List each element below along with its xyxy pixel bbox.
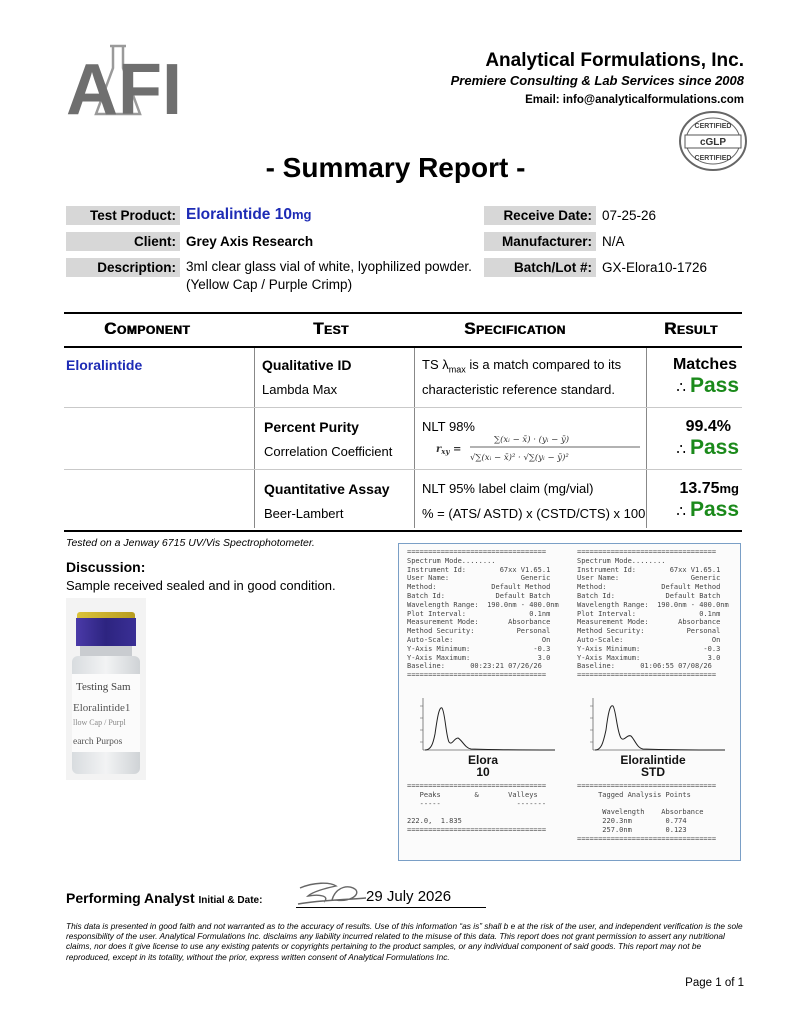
vial-label-line3: llow Cap / Purpl: [73, 718, 126, 727]
row2-spec: NLT 98%: [422, 419, 475, 434]
batch-label: Batch/Lot #:: [484, 258, 596, 277]
manufacturer-label: Manufacturer:: [484, 232, 596, 251]
analyst-date: 29 July 2026: [366, 888, 452, 905]
table-bottom-rule: [64, 530, 742, 532]
row3-spec-line2: % = (ATS/ ASTD) x (CSTD/CTS) x 100: [422, 506, 646, 521]
vial-label-line4: earch Purpos: [73, 737, 123, 747]
col-divider-1: [254, 348, 255, 528]
correlation-coefficient-formula: [436, 430, 642, 466]
therefore-icon: ∴: [676, 379, 686, 396]
spectro-right-params: ================================= Spectrum Mode........ Instrument Id: 67xx V1.65.1 User Name: Generic Method: Default Method Batch Id: Default Batch Wavelength Range: 190.0nm - 400.0nm Plot Interval: 0.1nm Measurement Mode: Absorbance Method Security: Personal Auto-Scale: On Y-Axis Minimum: -0.3 Y-Axis Maximum: 3.0 Baseline: 01:06:55 07/08/26 =================================: [577, 548, 729, 680]
row1-test: Qualitative ID: [262, 357, 352, 373]
performing-analyst-label: Performing Analyst Initial & Date:: [66, 890, 263, 906]
report-title: - Summary Report -: [265, 152, 526, 183]
logo-text: AFI: [66, 50, 182, 118]
svg-text:rxy =: $r_{xy}$ =: [436, 444, 462, 456]
component-name: Eloralintide: [66, 357, 143, 373]
row1-spec-line2: characteristic reference standard.: [422, 382, 615, 397]
row1-method: Lambda Max: [262, 382, 338, 397]
row2-result: 99.4%: [685, 418, 731, 435]
seal-mid-text: cGLP: [699, 137, 727, 148]
seal-top-text: CERTIFIED: [694, 123, 732, 130]
row-divider-1: [64, 407, 742, 408]
col-divider-3: [646, 348, 647, 528]
discussion-heading: Discussion:: [66, 559, 146, 575]
spectro-tagged-points: ================================= Tagged Analysis Points Wavelength Absorbance 220.3nm 0.774 257.0nm 0.123 =================================: [577, 782, 717, 843]
product-unit: mg: [291, 207, 312, 222]
row3-method: Beer-Lambert: [264, 506, 344, 521]
spectro-left-params: ================================= Spectrum Mode........ Instrument Id: 67xx V1.65.1 User Name: Generic Method: Default Method Batch Id: Default Batch Wavelength Range: 190.0nm - 400.0nm Plot Interval: 0.1nm Measurement Mode: Absorbance Method Security: Personal Auto-Scale: On Y-Axis Minimum: -0.3 Y-Axis Maximum: 3.0 Baseline: 00:23:21 07/26/26 =================================: [407, 548, 559, 680]
client-label: Client:: [66, 232, 180, 251]
therefore-icon: ∴: [676, 441, 686, 458]
standard-spectrum-label: Eloralintide STD: [620, 753, 686, 779]
vial-photo: [66, 598, 146, 780]
batch-value: GX-Elora10-1726: [602, 260, 708, 275]
vial-label-line2: Eloralintide1: [73, 702, 131, 714]
page-number: Page 1 of 1: [685, 977, 744, 989]
row-divider-2: [64, 469, 742, 470]
signature-line: [296, 907, 486, 908]
row3-test: Quantitative Assay: [264, 481, 390, 497]
standard-spectrum-plot: [579, 694, 729, 756]
spectro-peaks: ================================= Peaks & Valleys ----- ------- 222.0, 1.835 =================================: [407, 782, 547, 834]
receive-date-label: Receive Date:: [484, 206, 596, 225]
row2-test: Percent Purity: [264, 419, 359, 435]
manufacturer-value: N/A: [602, 234, 625, 249]
instrument-note: Tested on a Jenway 6715 UV/Vis Spectrophotometer.: [66, 537, 315, 549]
table-header-rule: [64, 346, 742, 348]
row1-pass: ∴ Pass: [676, 374, 739, 397]
row3-pass: ∴ Pass: [676, 498, 739, 521]
header-specification: Specification: [464, 319, 566, 338]
analyst-signature: [296, 878, 368, 908]
description-label: Description:: [66, 258, 180, 277]
client-value: Grey Axis Research: [186, 234, 314, 249]
spectrophotometer-printout: [398, 543, 741, 861]
header-component: Component: [104, 319, 191, 338]
table-top-rule: [64, 312, 742, 314]
row2-method: Correlation Coefficient: [264, 444, 393, 459]
afi-logo: [66, 44, 184, 118]
disclaimer: This data is presented in good faith and not warranted as to the accuracy of results. Use of this information “as is” shall b e at the risk of the user, and independent verification is the sole responsibility of the user. Analytical Formulations Inc. disclaims any liability incurred related to the misuse of this data. This report does not grant permission to assert any nutritional claims, nor does it give license to use any existing patents or copyrights pertaining to the product samples, or any individual component of said goods. This report may not be reproduced, except in its totality, without the prior, express written consent of Analytical Formulations Inc.: [66, 921, 743, 962]
row2-pass: ∴ Pass: [676, 436, 739, 459]
sample-spectrum-plot: [409, 694, 559, 756]
seal-bottom-text: CERTIFIED: [694, 155, 732, 162]
row1-result: Matches: [672, 356, 737, 373]
row3-result: 13.75mg: [679, 480, 739, 497]
test-product-value: [186, 205, 311, 224]
test-product-label: Test Product:: [66, 206, 180, 225]
header-result: Result: [664, 319, 718, 338]
company-name: Analytical Formulations, Inc.: [485, 50, 744, 71]
company-email: Email: info@analyticalformulations.com: [525, 94, 744, 106]
svg-text:∑(xᵢ − x̄) · (yᵢ − ȳ): ∑(xᵢ − x̄) · (yᵢ − ȳ): [494, 435, 570, 445]
vial-label-line1: Testing Sam: [76, 681, 131, 693]
sample-spectrum-label: Elora 10: [467, 753, 498, 779]
row3-spec-line1: NLT 95% label claim (mg/vial): [422, 481, 594, 496]
receive-date-value: 07-25-26: [602, 208, 657, 223]
product-name: Eloralintide 10: [186, 206, 292, 223]
discussion-text: Sample received sealed and in good condition.: [66, 578, 336, 593]
svg-text:√∑(xᵢ − x̄)² · √∑(yᵢ − ȳ)²: √∑(xᵢ − x̄)² · √∑(yᵢ − ȳ)²: [470, 453, 569, 463]
therefore-icon: ∴: [676, 503, 686, 520]
company-tagline: Premiere Consulting & Lab Services since 2008: [450, 73, 744, 88]
header-test: Test: [313, 319, 349, 338]
row1-spec-line1: TS $\lambda_{max}$ is a match compared to its: [422, 357, 622, 375]
col-divider-2: [414, 348, 415, 528]
description-value: 3ml clear glass vial of white, lyophilized powder. (Yellow Cap / Purple Crimp): [186, 259, 472, 292]
